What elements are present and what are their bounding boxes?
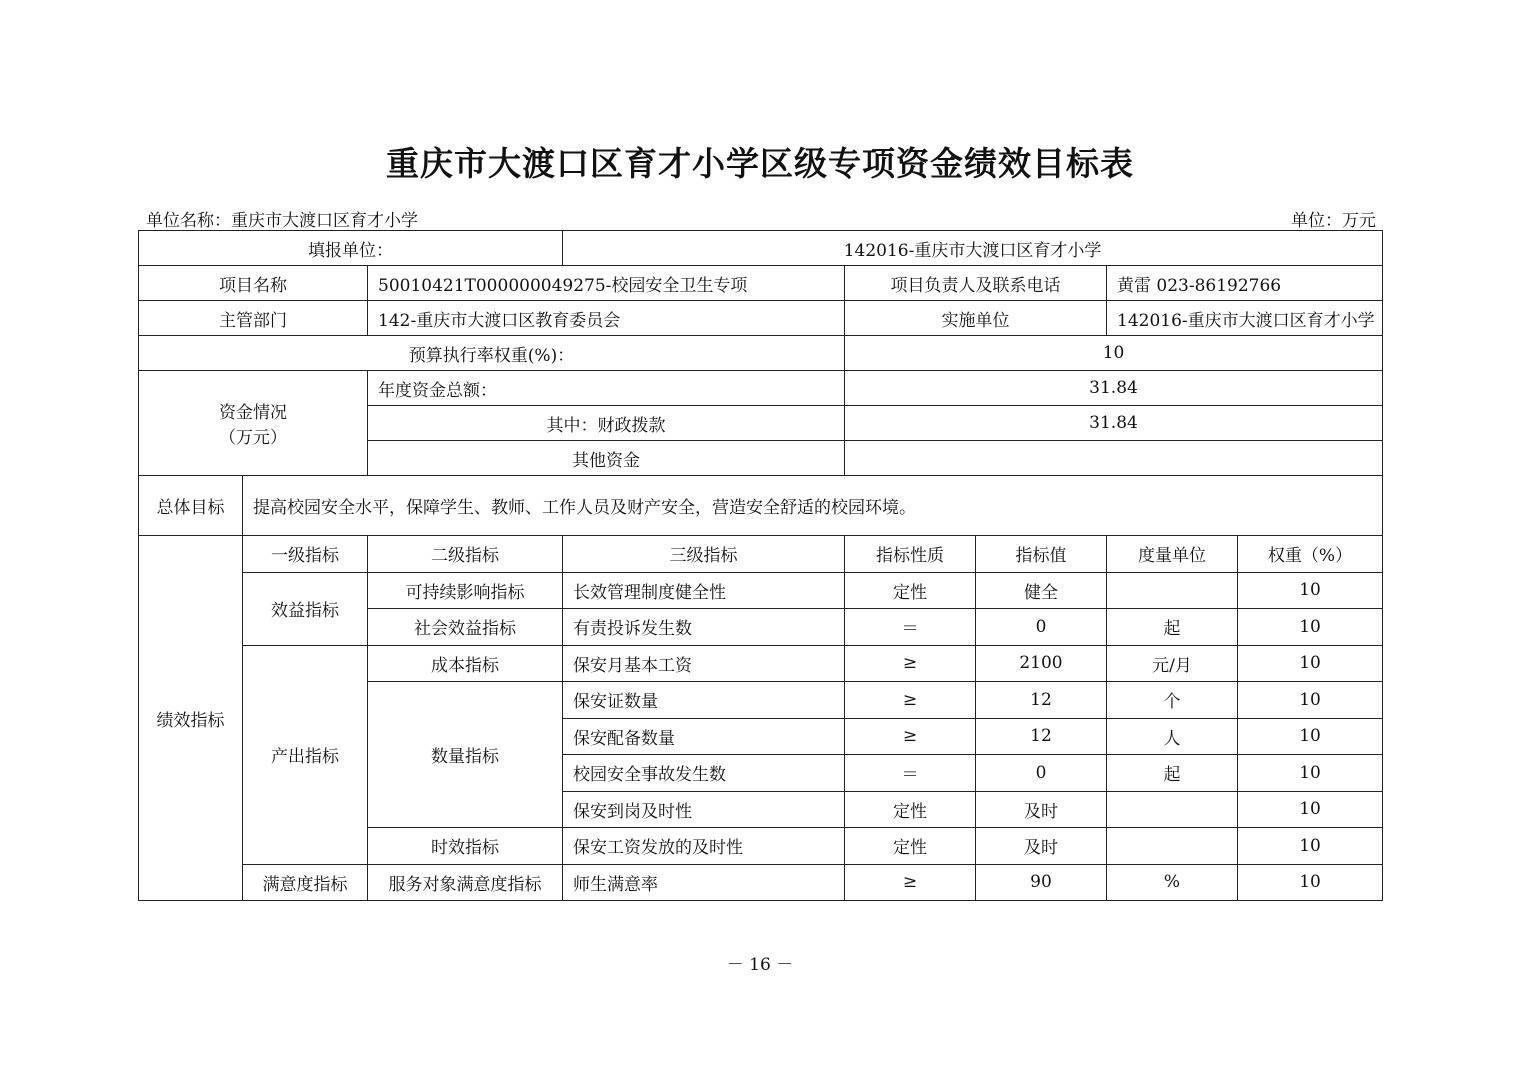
indicator-weight: 10 [1238, 755, 1383, 792]
page-number: － 16 － [726, 955, 794, 975]
indicator-nature: ＝ [845, 755, 976, 792]
indicator-name: 校园安全事故发生数 [563, 755, 845, 792]
budget-weight-value: 10 [845, 336, 1383, 371]
fund-label-line2: （万元） [219, 428, 287, 448]
level2-cost: 成本指标 [368, 645, 563, 682]
indicator-unit: 元/月 [1107, 645, 1238, 682]
table-row [139, 645, 1383, 682]
indicator-weight: 10 [1238, 828, 1383, 865]
indicator-nature: 定性 [845, 572, 976, 609]
fund-label-line1: 资金情况 [219, 403, 287, 423]
document-title: 重庆市大渡口区育才小学区级专项资金绩效目标表 [386, 144, 1134, 183]
table-row [139, 864, 1383, 901]
indicator-value: 12 [976, 718, 1107, 755]
indicator-value: 及时 [976, 828, 1107, 865]
annual-total-value: 31.84 [845, 371, 1383, 406]
fiscal-label: 其中：财政拨款 [368, 406, 845, 441]
fund-label [139, 371, 368, 476]
indicator-weight: 10 [1238, 682, 1383, 719]
overall-goal-value: 提高校园安全水平，保障学生、教师、工作人员及财产安全，营造安全舒适的校园环境。 [243, 476, 1383, 536]
indicator-unit: 起 [1107, 609, 1238, 646]
level1-output: 产出指标 [243, 645, 368, 864]
indicator-name: 保安月基本工资 [563, 645, 845, 682]
header-level2: 二级指标 [368, 536, 563, 573]
level2-service-satisfaction: 服务对象满意度指标 [368, 864, 563, 901]
indicator-name: 师生满意率 [563, 864, 845, 901]
indicator-name: 有责投诉发生数 [563, 609, 845, 646]
impl-unit-label: 实施单位 [845, 301, 1107, 336]
header-value: 指标值 [976, 536, 1107, 573]
other-fund-label: 其他资金 [368, 441, 845, 476]
level2-timeliness: 时效指标 [368, 828, 563, 865]
currency-unit: 单位：万元 [1291, 211, 1376, 231]
indicator-nature: ≥ [845, 645, 976, 682]
unit-name: 单位名称：重庆市大渡口区育才小学 [146, 211, 418, 231]
budget-weight-label: 预算执行率权重(%)： [139, 336, 845, 371]
indicator-weight: 10 [1238, 791, 1383, 828]
overall-goal-label: 总体目标 [139, 476, 243, 536]
indicator-name: 保安到岗及时性 [563, 791, 845, 828]
impl-unit-value: 142016-重庆市大渡口区育才小学 [1107, 301, 1383, 336]
indicator-nature: ≥ [845, 682, 976, 719]
level2-sustainable: 可持续影响指标 [368, 572, 563, 609]
indicator-name: 长效管理制度健全性 [563, 572, 845, 609]
level2-social: 社会效益指标 [368, 609, 563, 646]
indicator-nature: 定性 [845, 791, 976, 828]
indicator-unit: % [1107, 864, 1238, 901]
project-name-row [139, 266, 1383, 301]
overall-goal-row [139, 476, 1383, 536]
indicator-unit [1107, 791, 1238, 828]
indicator-weight: 10 [1238, 609, 1383, 646]
performance-target-table [138, 230, 1383, 901]
indicator-unit: 人 [1107, 718, 1238, 755]
indicator-name: 保安证数量 [563, 682, 845, 719]
indicator-name: 保安配备数量 [563, 718, 845, 755]
indicator-value: 健全 [976, 572, 1107, 609]
indicator-nature: ≥ [845, 864, 976, 901]
indicator-unit [1107, 828, 1238, 865]
fill-unit-row [139, 231, 1383, 266]
project-name-label: 项目名称 [139, 266, 368, 301]
indicator-value: 及时 [976, 791, 1107, 828]
level1-benefit: 效益指标 [243, 572, 368, 645]
indicator-value: 90 [976, 864, 1107, 901]
contact-value: 黄雷 023-86192766 [1107, 266, 1383, 301]
indicator-weight: 10 [1238, 718, 1383, 755]
fiscal-value: 31.84 [845, 406, 1383, 441]
annual-total-row [139, 371, 1383, 406]
budget-weight-row [139, 336, 1383, 371]
indicator-value: 0 [976, 609, 1107, 646]
indicator-nature: 定性 [845, 828, 976, 865]
perf-label: 绩效指标 [139, 536, 243, 901]
annual-total-label: 年度资金总额： [368, 371, 845, 406]
dept-label: 主管部门 [139, 301, 368, 336]
project-name-value: 50010421T000000049275-校园安全卫生专项 [368, 266, 845, 301]
dept-row [139, 301, 1383, 336]
table-row [139, 572, 1383, 609]
indicator-nature: ≥ [845, 718, 976, 755]
indicator-nature: ＝ [845, 609, 976, 646]
indicator-value: 2100 [976, 645, 1107, 682]
indicator-weight: 10 [1238, 864, 1383, 901]
indicator-unit [1107, 572, 1238, 609]
header-weight: 权重（%） [1238, 536, 1383, 573]
indicator-value: 0 [976, 755, 1107, 792]
indicator-weight: 10 [1238, 572, 1383, 609]
indicator-unit: 个 [1107, 682, 1238, 719]
other-fund-value [845, 441, 1383, 476]
level2-quantity: 数量指标 [368, 682, 563, 828]
indicator-name: 保安工资发放的及时性 [563, 828, 845, 865]
fill-unit-label: 填报单位： [139, 231, 563, 266]
fill-unit-value: 142016-重庆市大渡口区育才小学 [563, 231, 1383, 266]
perf-header-row [139, 536, 1383, 573]
level1-satisfaction: 满意度指标 [243, 864, 368, 901]
contact-label: 项目负责人及联系电话 [845, 266, 1107, 301]
header-unit: 度量单位 [1107, 536, 1238, 573]
dept-value: 142-重庆市大渡口区教育委员会 [368, 301, 845, 336]
header-level3: 三级指标 [563, 536, 845, 573]
indicator-weight: 10 [1238, 645, 1383, 682]
header-level1: 一级指标 [243, 536, 368, 573]
indicator-value: 12 [976, 682, 1107, 719]
header-nature: 指标性质 [845, 536, 976, 573]
indicator-unit: 起 [1107, 755, 1238, 792]
